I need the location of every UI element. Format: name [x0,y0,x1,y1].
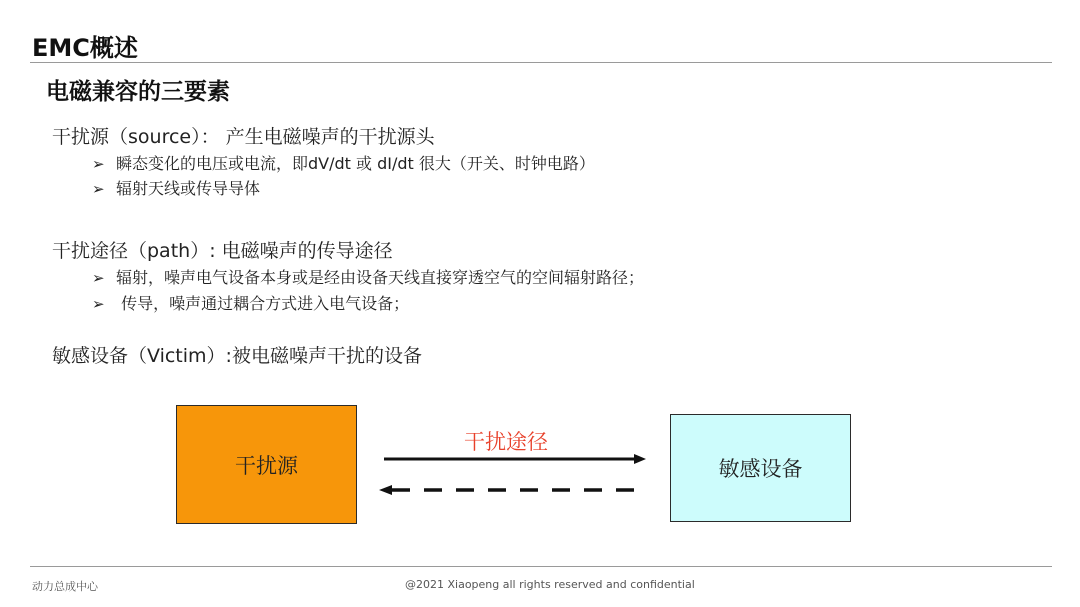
section-heading-victim: 敏感设备（Victim）:被电磁噪声干扰的设备 [52,345,422,367]
section-heading-source: 干扰源（source）： 产生电磁噪声的干扰源头 [52,126,435,148]
bullet-text: 辐射，噪声电气设备本身或是经由设备天线直接穿透空气的空间辐射路径； [116,268,645,287]
bullet-source-2 [92,176,260,199]
diagram-source-box [176,405,357,524]
bullet-path-2 [92,291,409,314]
bullet-arrow-icon: ➢ [92,180,105,198]
bullet-text: 辐射天线或传导导体 [116,179,261,198]
bullet-text: 传导，噪声通过耦合方式进入电气设备； [116,294,410,313]
diagram-path-label: 干扰途径 [464,430,548,454]
diagram-victim-box [670,414,851,522]
forward-arrow-icon [384,454,646,464]
bullet-arrow-icon: ➢ [92,155,105,173]
section-heading-path: 干扰途径（path）: 电磁噪声的传导途径 [52,240,393,262]
diagram-source-label: 干扰源 [235,453,298,478]
slide-subtitle: 电磁兼容的三要素 [46,79,230,105]
diagram-arrows [370,445,660,505]
return-dashed-arrow-icon [379,485,640,495]
footer-copyright: @2021 Xiaopeng all rights reserved and confidential [405,578,695,591]
slide-title: EMC概述 [32,34,138,62]
title-divider [30,62,1052,63]
footer-department: 动力总成中心 [32,580,98,593]
bullet-arrow-icon: ➢ [92,295,105,313]
bullet-path-1 [92,265,644,288]
bullet-arrow-icon: ➢ [92,269,105,287]
diagram-victim-label: 敏感设备 [718,457,803,481]
bullet-text: 瞬态变化的电压或电流，即dV/dt 或 dI/dt 很大（开关、时钟电路） [116,154,595,173]
bullet-source-1 [92,151,595,174]
footer-divider [30,566,1052,567]
